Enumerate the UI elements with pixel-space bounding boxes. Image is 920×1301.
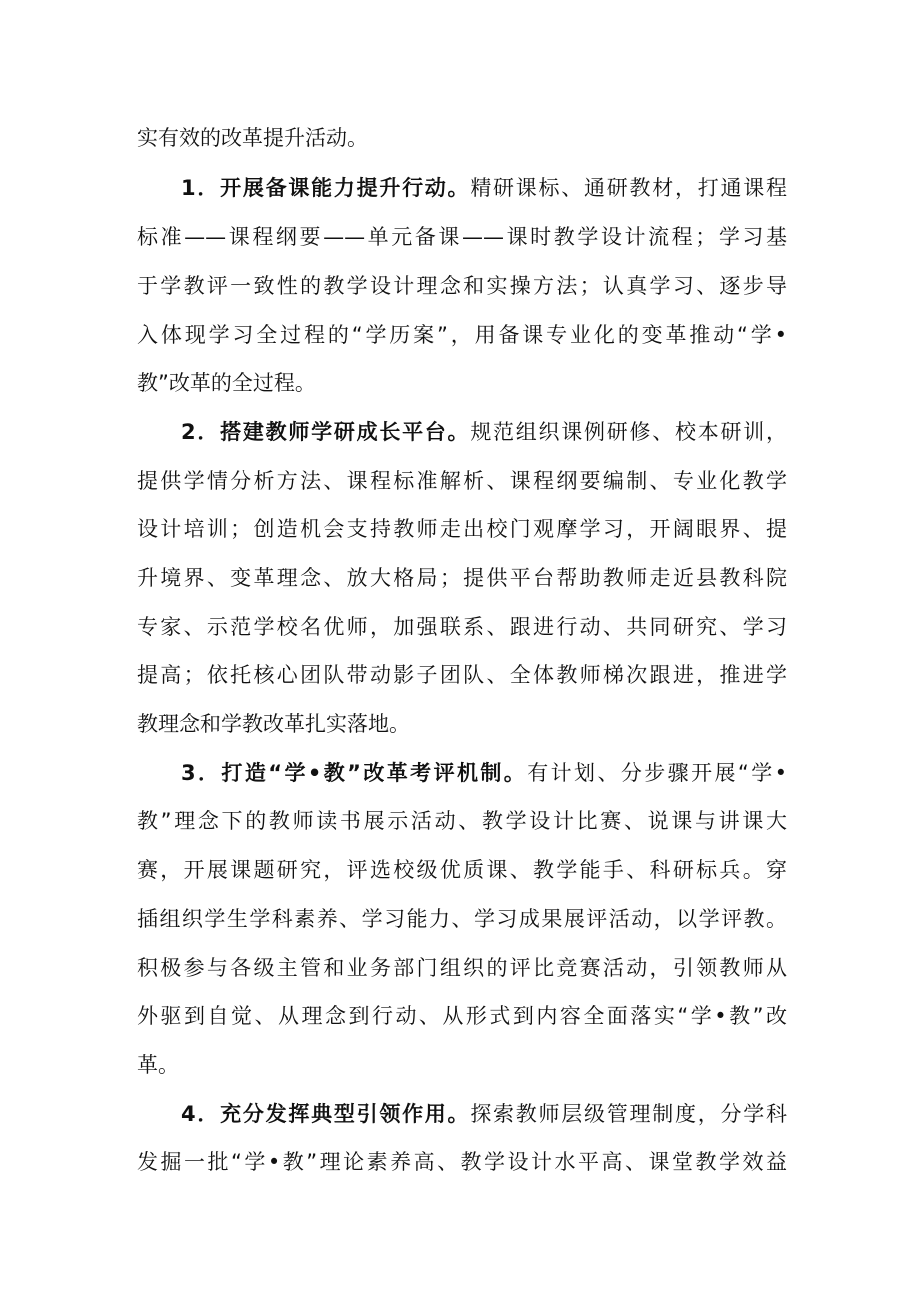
text-line: 教理念和学教改革扎实落地。 — [137, 712, 410, 736]
text-line: 升境界、变革理念、放大格局；提供平台帮助教师走近县教科院 — [137, 566, 787, 590]
section-heading: 2．搭建教师学研成长平台。 — [181, 420, 471, 444]
text-segment: 规范组织课例研修、校本研训， — [470, 420, 787, 444]
text-line: 于学教评一致性的教学设计理念和实操方法；认真学习、逐步导 — [137, 274, 787, 298]
text-line: 设计培训；创造机会支持教师走出校门观摩学习，开阔眼界、提 — [137, 517, 787, 541]
text-line: 教”理念下的教师读书展示活动、教学设计比赛、说课与讲课大 — [137, 809, 787, 833]
text-line: 入体现学习全过程的“学历案”，用备课专业化的变革推动“学• — [137, 323, 787, 347]
text-segment: 有计划、分步骤开展“学• — [527, 761, 788, 785]
text-line: 积极参与各级主管和业务部门组织的评比竞赛活动，引领教师从 — [137, 956, 787, 980]
heading-line — [181, 1090, 787, 1138]
heading-line — [181, 749, 787, 797]
section-heading: 1．开展备课能力提升行动。 — [181, 176, 471, 200]
heading-line — [181, 164, 787, 212]
text-line: 标准——课程纲要——单元备课——课时教学设计流程；学习基 — [137, 225, 787, 249]
text-line: 实有效的改革提升活动。 — [137, 126, 368, 150]
section-heading: 3．打造“学•教”改革考评机制。 — [181, 761, 528, 785]
text-line: 革。 — [137, 1053, 179, 1077]
text-line: 提高；依托核心团队带动影子团队、全体教师梯次跟进，推进学 — [137, 663, 787, 687]
section-heading: 4．充分发挥典型引领作用。 — [181, 1102, 471, 1126]
text-line: 专家、示范学校名优师，加强联系、跟进行动、共同研究、学习 — [137, 615, 787, 639]
text-line: 发掘一批“学•教”理论素养高、教学设计水平高、课堂教学效益 — [137, 1150, 787, 1174]
text-line: 插组织学生学科素养、学习能力、学习成果展评活动，以学评教。 — [137, 907, 787, 931]
text-line: 外驱到自觉、从理念到行动、从形式到内容全面落实“学•教”改 — [137, 1004, 787, 1028]
heading-line — [181, 408, 787, 456]
text-line: 提供学情分析方法、课程标准解析、课程纲要编制、专业化教学 — [137, 469, 787, 493]
text-line: 教”改革的全过程。 — [137, 371, 316, 395]
text-line: 赛，开展课题研究，评选校级优质课、教学能手、科研标兵。穿 — [137, 858, 787, 882]
text-segment: 精研课标、通研教材，打通课程 — [470, 176, 787, 200]
text-segment: 探索教师层级管理制度，分学科 — [470, 1102, 787, 1126]
